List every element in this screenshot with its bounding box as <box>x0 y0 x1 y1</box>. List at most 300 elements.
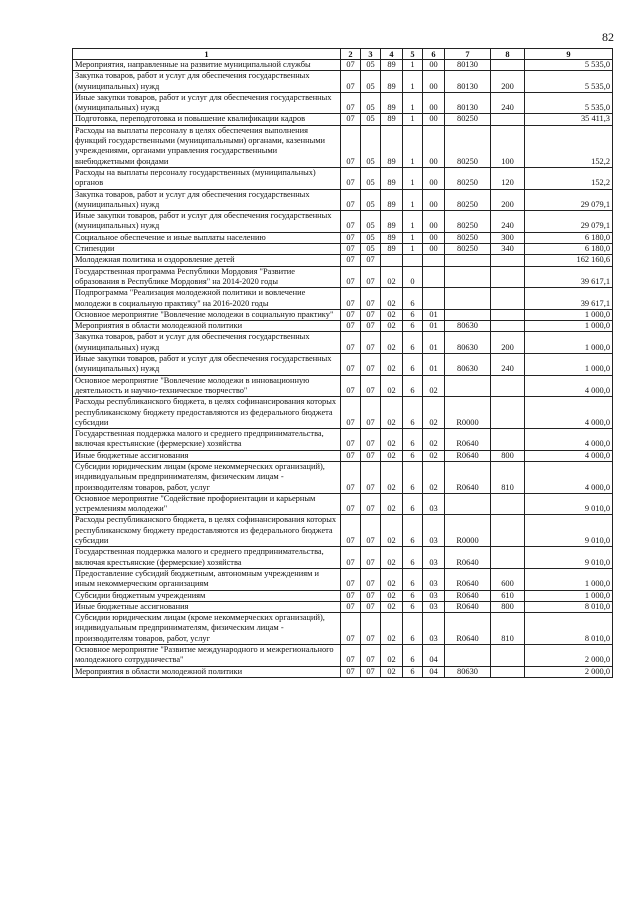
code-cell: 07 <box>361 429 381 451</box>
item-name-cell: Расходы на выплаты персоналу в целях обеспечения выполнения функций государственными (муниципальными) органами, казенными учреждениями, органами управления государственными внебюджетными фондами <box>73 125 341 167</box>
code-cell: 1 <box>403 167 423 189</box>
column-header: 6 <box>423 49 445 60</box>
item-name-cell: Мероприятия в области молодежной политики <box>73 321 341 332</box>
code-cell: 89 <box>381 244 403 255</box>
amount-cell: 152,2 <box>525 167 613 189</box>
code-cell <box>491 60 525 71</box>
code-cell: 80630 <box>445 666 491 677</box>
code-cell: 07 <box>341 189 361 211</box>
code-cell: 1 <box>403 92 423 114</box>
code-cell: 6 <box>403 429 423 451</box>
code-cell: 07 <box>341 60 361 71</box>
item-name-cell: Молодежная политика и оздоровление детей <box>73 255 341 266</box>
code-cell: 89 <box>381 71 403 93</box>
code-cell: 80130 <box>445 71 491 93</box>
table-row <box>73 60 613 71</box>
table-row <box>73 71 613 93</box>
code-cell: 00 <box>423 167 445 189</box>
code-cell <box>491 309 525 320</box>
code-cell <box>491 255 525 266</box>
table-row <box>73 613 613 645</box>
code-cell: R0640 <box>445 547 491 569</box>
table-row <box>73 321 613 332</box>
column-header: 2 <box>341 49 361 60</box>
table-row <box>73 114 613 125</box>
code-cell: 03 <box>423 590 445 601</box>
code-cell: R0640 <box>445 429 491 451</box>
item-name-cell: Закупка товаров, работ и услуг для обеспечения государственных (муниципальных) нужд <box>73 189 341 211</box>
item-name-cell: Подготовка, переподготовка и повышение квалификации кадров <box>73 114 341 125</box>
code-cell: 07 <box>341 125 361 167</box>
item-name-cell: Расходы республиканского бюджета, в целях софинансирования которых республиканскому бюджету предоставляются из федерального бюджета субсидии <box>73 397 341 429</box>
code-cell: 1 <box>403 125 423 167</box>
code-cell: 05 <box>361 244 381 255</box>
amount-cell: 1 000,0 <box>525 590 613 601</box>
code-cell: 00 <box>423 114 445 125</box>
table-row <box>73 309 613 320</box>
code-cell: 02 <box>381 666 403 677</box>
table-row <box>73 244 613 255</box>
table-row <box>73 568 613 590</box>
amount-cell: 9 010,0 <box>525 515 613 547</box>
code-cell <box>381 255 403 266</box>
code-cell: 07 <box>361 590 381 601</box>
code-cell: 89 <box>381 189 403 211</box>
code-cell: 03 <box>423 613 445 645</box>
code-cell: 200 <box>491 332 525 354</box>
table-row <box>73 450 613 461</box>
table-row <box>73 232 613 243</box>
code-cell <box>491 493 525 515</box>
item-name-cell: Государственная программа Республики Мордовия "Развитие образования в Республике Мордовия" на 2014-2020 годы <box>73 266 341 288</box>
code-cell: 07 <box>361 568 381 590</box>
item-name-cell: Мероприятия, направленные на развитие муниципальной службы <box>73 60 341 71</box>
code-cell: 01 <box>423 321 445 332</box>
column-header: 9 <box>525 49 613 60</box>
code-cell <box>445 375 491 397</box>
item-name-cell: Расходы республиканского бюджета, в целях софинансирования которых республиканскому бюджету предоставляются из федерального бюджета субсидии <box>73 515 341 547</box>
amount-cell: 1 000,0 <box>525 332 613 354</box>
code-cell: 07 <box>341 461 361 493</box>
item-name-cell: Предоставление субсидий бюджетным, автономным учреждениям и иным некоммерческим организациям <box>73 568 341 590</box>
code-cell: 6 <box>403 354 423 376</box>
table-row <box>73 601 613 612</box>
code-cell: 80250 <box>445 189 491 211</box>
code-cell: 0 <box>403 266 423 288</box>
code-cell: 6 <box>403 332 423 354</box>
code-cell: 05 <box>361 167 381 189</box>
code-cell: 07 <box>361 645 381 667</box>
code-cell: 200 <box>491 189 525 211</box>
code-cell: 07 <box>341 613 361 645</box>
item-name-cell: Иные закупки товаров, работ и услуг для обеспечения государственных (муниципальных) нужд <box>73 92 341 114</box>
code-cell: 02 <box>381 321 403 332</box>
code-cell: 6 <box>403 590 423 601</box>
code-cell: R0640 <box>445 613 491 645</box>
table-row <box>73 590 613 601</box>
table-row <box>73 666 613 677</box>
code-cell: 02 <box>423 461 445 493</box>
code-cell: 07 <box>341 354 361 376</box>
code-cell: 6 <box>403 645 423 667</box>
code-cell: 810 <box>491 461 525 493</box>
item-name-cell: Закупка товаров, работ и услуг для обеспечения государственных (муниципальных) нужд <box>73 332 341 354</box>
table-row <box>73 189 613 211</box>
column-header: 3 <box>361 49 381 60</box>
code-cell: 02 <box>423 375 445 397</box>
code-cell <box>423 288 445 310</box>
code-cell <box>423 266 445 288</box>
table-row <box>73 288 613 310</box>
item-name-cell: Стипендии <box>73 244 341 255</box>
code-cell <box>491 375 525 397</box>
amount-cell: 35 411,3 <box>525 114 613 125</box>
code-cell: R0000 <box>445 515 491 547</box>
amount-cell: 39 617,1 <box>525 288 613 310</box>
amount-cell: 2 000,0 <box>525 645 613 667</box>
code-cell: 00 <box>423 92 445 114</box>
amount-cell: 8 010,0 <box>525 613 613 645</box>
code-cell: 07 <box>361 309 381 320</box>
table-row <box>73 211 613 233</box>
code-cell: 05 <box>361 92 381 114</box>
code-cell: 00 <box>423 189 445 211</box>
column-header: 5 <box>403 49 423 60</box>
code-cell: 02 <box>381 309 403 320</box>
item-name-cell: Расходы на выплаты персоналу государственных (муниципальных) органов <box>73 167 341 189</box>
item-name-cell: Мероприятия в области молодежной политики <box>73 666 341 677</box>
item-name-cell: Субсидии юридическим лицам (кроме некоммерческих организаций), индивидуальным предпринимателям, физическим лицам - производителям товаров, работ, услуг <box>73 613 341 645</box>
amount-cell: 1 000,0 <box>525 354 613 376</box>
code-cell: 80130 <box>445 60 491 71</box>
code-cell: R0640 <box>445 461 491 493</box>
code-cell <box>491 666 525 677</box>
code-cell: 07 <box>341 375 361 397</box>
code-cell: 07 <box>341 321 361 332</box>
code-cell: 80250 <box>445 114 491 125</box>
code-cell: 07 <box>341 601 361 612</box>
amount-cell: 4 000,0 <box>525 375 613 397</box>
code-cell: 00 <box>423 244 445 255</box>
amount-cell: 152,2 <box>525 125 613 167</box>
code-cell: 610 <box>491 590 525 601</box>
code-cell: 00 <box>423 71 445 93</box>
code-cell: R0640 <box>445 450 491 461</box>
amount-cell: 8 010,0 <box>525 601 613 612</box>
code-cell: 6 <box>403 666 423 677</box>
code-cell: 05 <box>361 232 381 243</box>
code-cell: 340 <box>491 244 525 255</box>
code-cell: R0000 <box>445 397 491 429</box>
item-name-cell: Государственная поддержка малого и среднего предпринимательства, включая крестьянские (фермерские) хозяйства <box>73 429 341 451</box>
code-cell: 05 <box>361 71 381 93</box>
table-body <box>73 60 613 678</box>
code-cell: 02 <box>423 429 445 451</box>
code-cell: 240 <box>491 211 525 233</box>
table-header-row <box>73 49 613 60</box>
code-cell: 6 <box>403 493 423 515</box>
code-cell: 80130 <box>445 92 491 114</box>
table-row <box>73 167 613 189</box>
item-name-cell: Иные закупки товаров, работ и услуг для обеспечения государственных (муниципальных) нужд <box>73 211 341 233</box>
code-cell: 00 <box>423 60 445 71</box>
code-cell: 07 <box>341 547 361 569</box>
code-cell <box>491 114 525 125</box>
code-cell: 02 <box>381 613 403 645</box>
item-name-cell: Государственная поддержка малого и среднего предпринимательства, включая крестьянские (фермерские) хозяйства <box>73 547 341 569</box>
amount-cell: 29 079,1 <box>525 189 613 211</box>
code-cell <box>423 255 445 266</box>
table-row <box>73 547 613 569</box>
code-cell: 02 <box>381 266 403 288</box>
item-name-cell: Иные закупки товаров, работ и услуг для обеспечения государственных (муниципальных) нужд <box>73 354 341 376</box>
code-cell: 07 <box>341 255 361 266</box>
code-cell: 04 <box>423 666 445 677</box>
table-row <box>73 493 613 515</box>
code-cell: 80630 <box>445 354 491 376</box>
item-name-cell: Иные бюджетные ассигнования <box>73 601 341 612</box>
code-cell: R0640 <box>445 590 491 601</box>
item-name-cell: Социальное обеспечение и иные выплаты населению <box>73 232 341 243</box>
table-row <box>73 375 613 397</box>
code-cell <box>445 266 491 288</box>
item-name-cell: Основное мероприятие "Развитие международного и межрегионального молодежного сотрудничества" <box>73 645 341 667</box>
code-cell <box>445 493 491 515</box>
code-cell: 240 <box>491 92 525 114</box>
amount-cell: 5 535,0 <box>525 60 613 71</box>
code-cell <box>445 255 491 266</box>
table-row <box>73 645 613 667</box>
code-cell: 07 <box>361 332 381 354</box>
code-cell: 07 <box>361 515 381 547</box>
code-cell: 810 <box>491 613 525 645</box>
code-cell: 6 <box>403 461 423 493</box>
code-cell: 02 <box>381 568 403 590</box>
item-name-cell: Основное мероприятие "Содействие профориентации и карьерным устремлениям молодежи" <box>73 493 341 515</box>
code-cell: 07 <box>361 354 381 376</box>
table-row <box>73 332 613 354</box>
code-cell: 1 <box>403 211 423 233</box>
code-cell: 07 <box>341 232 361 243</box>
amount-cell: 4 000,0 <box>525 397 613 429</box>
code-cell: 07 <box>341 244 361 255</box>
code-cell <box>491 515 525 547</box>
code-cell: 80250 <box>445 125 491 167</box>
code-cell: 100 <box>491 125 525 167</box>
code-cell: 6 <box>403 450 423 461</box>
code-cell: 07 <box>341 493 361 515</box>
code-cell: 1 <box>403 189 423 211</box>
code-cell: 02 <box>381 547 403 569</box>
code-cell: 07 <box>341 332 361 354</box>
code-cell: 80630 <box>445 321 491 332</box>
code-cell: 80250 <box>445 232 491 243</box>
amount-cell: 2 000,0 <box>525 666 613 677</box>
code-cell: 07 <box>361 613 381 645</box>
code-cell: 07 <box>341 309 361 320</box>
code-cell: 02 <box>381 397 403 429</box>
code-cell: 07 <box>361 493 381 515</box>
amount-cell: 1 000,0 <box>525 309 613 320</box>
amount-cell: 6 180,0 <box>525 244 613 255</box>
code-cell: 200 <box>491 71 525 93</box>
code-cell: 07 <box>341 645 361 667</box>
code-cell: 07 <box>361 321 381 332</box>
code-cell: 02 <box>381 332 403 354</box>
code-cell: 02 <box>381 429 403 451</box>
amount-cell: 9 010,0 <box>525 493 613 515</box>
code-cell: 07 <box>341 167 361 189</box>
code-cell: 02 <box>381 493 403 515</box>
code-cell <box>491 429 525 451</box>
item-name-cell: Субсидии бюджетным учреждениям <box>73 590 341 601</box>
item-name-cell: Иные бюджетные ассигнования <box>73 450 341 461</box>
code-cell: 00 <box>423 125 445 167</box>
code-cell <box>491 266 525 288</box>
code-cell: 03 <box>423 547 445 569</box>
code-cell <box>403 255 423 266</box>
table-row <box>73 461 613 493</box>
code-cell: 02 <box>381 645 403 667</box>
code-cell <box>491 645 525 667</box>
code-cell: 89 <box>381 114 403 125</box>
item-name-cell: Основное мероприятие "Вовлечение молодежи в социальную практику" <box>73 309 341 320</box>
code-cell: 07 <box>361 266 381 288</box>
code-cell: 02 <box>381 450 403 461</box>
code-cell: 1 <box>403 232 423 243</box>
table-row <box>73 397 613 429</box>
code-cell: 89 <box>381 125 403 167</box>
code-cell: 07 <box>341 114 361 125</box>
code-cell: 07 <box>361 666 381 677</box>
code-cell: 07 <box>361 288 381 310</box>
amount-cell: 6 180,0 <box>525 232 613 243</box>
code-cell: 6 <box>403 515 423 547</box>
code-cell: 80250 <box>445 244 491 255</box>
table-row <box>73 515 613 547</box>
code-cell: 02 <box>423 397 445 429</box>
code-cell: 07 <box>341 266 361 288</box>
code-cell: 07 <box>341 288 361 310</box>
code-cell: 6 <box>403 568 423 590</box>
item-name-cell: Подпрограмма "Реализация молодежной политики и вовлечение молодежи в социальную практику" на 2016-2020 годы <box>73 288 341 310</box>
code-cell: 80630 <box>445 332 491 354</box>
code-cell: 07 <box>361 397 381 429</box>
code-cell: 00 <box>423 211 445 233</box>
code-cell <box>445 288 491 310</box>
code-cell: 80250 <box>445 211 491 233</box>
code-cell <box>445 309 491 320</box>
code-cell <box>491 547 525 569</box>
code-cell: 1 <box>403 71 423 93</box>
code-cell: 01 <box>423 332 445 354</box>
code-cell: 07 <box>341 666 361 677</box>
table-row <box>73 92 613 114</box>
item-name-cell: Основное мероприятие "Вовлечение молодежи в инновационную деятельность и научно-техническое творчество" <box>73 375 341 397</box>
code-cell: 02 <box>381 354 403 376</box>
amount-cell: 5 535,0 <box>525 92 613 114</box>
code-cell: 07 <box>361 601 381 612</box>
table-row <box>73 125 613 167</box>
code-cell: 6 <box>403 321 423 332</box>
code-cell: 07 <box>361 450 381 461</box>
code-cell: 80250 <box>445 167 491 189</box>
amount-cell: 4 000,0 <box>525 450 613 461</box>
code-cell: 01 <box>423 309 445 320</box>
code-cell: 89 <box>381 211 403 233</box>
code-cell: 07 <box>361 255 381 266</box>
code-cell: 800 <box>491 450 525 461</box>
budget-table <box>72 48 613 678</box>
code-cell: 800 <box>491 601 525 612</box>
code-cell: R0640 <box>445 568 491 590</box>
code-cell: 02 <box>381 601 403 612</box>
table-row <box>73 266 613 288</box>
code-cell: 02 <box>381 590 403 601</box>
code-cell: 300 <box>491 232 525 243</box>
code-cell: 07 <box>361 461 381 493</box>
code-cell: 07 <box>341 568 361 590</box>
amount-cell: 1 000,0 <box>525 568 613 590</box>
code-cell: 05 <box>361 60 381 71</box>
code-cell: 600 <box>491 568 525 590</box>
code-cell: 89 <box>381 92 403 114</box>
code-cell: 02 <box>423 450 445 461</box>
code-cell: 6 <box>403 288 423 310</box>
code-cell: 1 <box>403 114 423 125</box>
code-cell: 07 <box>341 397 361 429</box>
code-cell: 89 <box>381 167 403 189</box>
amount-cell: 162 160,6 <box>525 255 613 266</box>
code-cell: 07 <box>341 590 361 601</box>
amount-cell: 29 079,1 <box>525 211 613 233</box>
amount-cell: 4 000,0 <box>525 429 613 451</box>
item-name-cell: Субсидии юридическим лицам (кроме некоммерческих организаций), индивидуальным предпринимателям, физическим лицам - производителям товаров, работ, услуг <box>73 461 341 493</box>
code-cell: 00 <box>423 232 445 243</box>
code-cell: 07 <box>341 92 361 114</box>
code-cell: 05 <box>361 189 381 211</box>
amount-cell: 5 535,0 <box>525 71 613 93</box>
code-cell: 07 <box>341 515 361 547</box>
code-cell: 6 <box>403 547 423 569</box>
column-header: 1 <box>73 49 341 60</box>
code-cell <box>491 397 525 429</box>
column-header: 4 <box>381 49 403 60</box>
column-header: 7 <box>445 49 491 60</box>
column-header: 8 <box>491 49 525 60</box>
code-cell: 89 <box>381 60 403 71</box>
page-number: 82 <box>602 30 614 44</box>
code-cell: 04 <box>423 645 445 667</box>
code-cell: 03 <box>423 568 445 590</box>
code-cell: 02 <box>381 288 403 310</box>
code-cell: 6 <box>403 613 423 645</box>
code-cell: 07 <box>341 71 361 93</box>
code-cell: 07 <box>341 429 361 451</box>
code-cell: 03 <box>423 493 445 515</box>
code-cell <box>445 645 491 667</box>
code-cell: R0640 <box>445 601 491 612</box>
code-cell: 07 <box>341 450 361 461</box>
code-cell: 1 <box>403 244 423 255</box>
code-cell: 07 <box>361 375 381 397</box>
code-cell: 02 <box>381 461 403 493</box>
table-row <box>73 255 613 266</box>
code-cell: 6 <box>403 601 423 612</box>
code-cell: 03 <box>423 515 445 547</box>
amount-cell: 4 000,0 <box>525 461 613 493</box>
code-cell <box>491 288 525 310</box>
